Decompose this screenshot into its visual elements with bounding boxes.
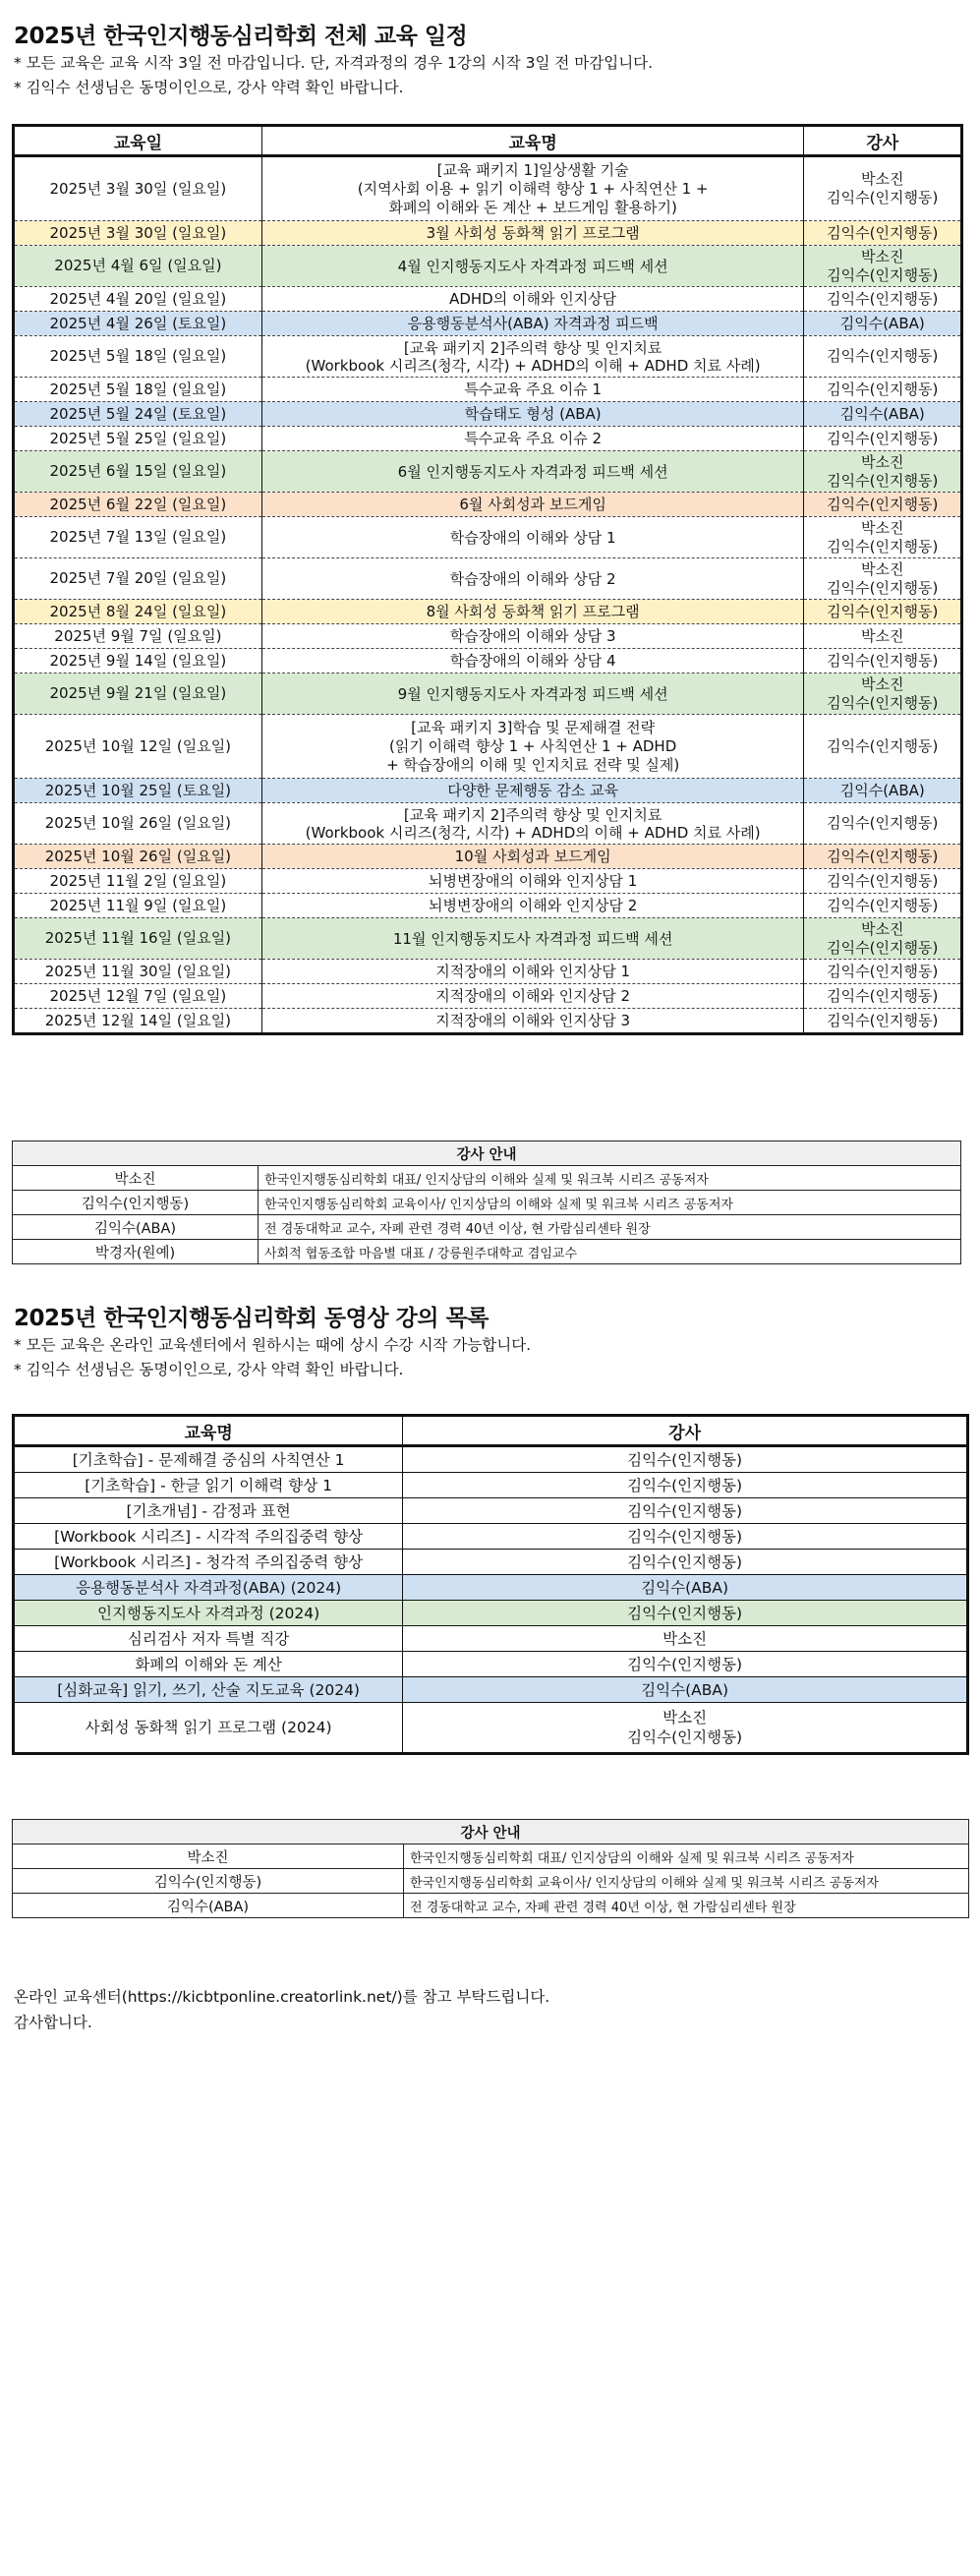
video-row [14, 1626, 968, 1652]
schedule-instructor [804, 156, 962, 221]
schedule-instructor: 김익수(인지행동) [804, 493, 962, 517]
schedule-course-line: (Workbook 시리즈(청각, 시각) + ADHD의 이해 + ADHD 치료 사례) [305, 823, 761, 842]
header-title: 교육명 [261, 126, 804, 156]
schedule-row [14, 378, 962, 402]
schedule-date: 2025년 11월 9일 (일요일) [14, 894, 262, 918]
schedule-instructor: 김익수(인지행동) [804, 336, 962, 378]
schedule-instructor: 김익수(인지행동) [804, 715, 962, 779]
schedule-instructor [804, 517, 962, 558]
instructor-name: 김익수(ABA) [13, 1894, 404, 1918]
video-row [14, 1446, 968, 1473]
schedule-instructor: 김익수(인지행동) [804, 894, 962, 918]
instructor-info-table [12, 1141, 961, 1264]
schedule-instructor: 김익수(인지행동) [804, 221, 962, 246]
schedule-instructor-line: 박소진 [861, 518, 904, 537]
instructor-name: 김익수(인지행동) [13, 1869, 404, 1894]
schedule-instructor [804, 451, 962, 493]
schedule-course: 학습장애의 이해와 상담 2 [261, 558, 804, 600]
schedule-header-row [14, 126, 962, 156]
schedule-date: 2025년 5월 24일 (토요일) [14, 402, 262, 427]
schedule-course: 학습태도 형성 (ABA) [261, 402, 804, 427]
schedule-row [14, 287, 962, 312]
schedule-date: 2025년 10월 25일 (토요일) [14, 779, 262, 803]
video-note: * 모든 교육은 온라인 교육센터에서 원하시는 때에 상시 수강 시작 가능합니다. [14, 1336, 532, 1354]
schedule-course: ADHD의 이해와 인지상담 [261, 287, 804, 312]
schedule-instructor-line: 김익수(인지행동) [827, 189, 939, 206]
schedule-date: 2025년 5월 25일 (일요일) [14, 427, 262, 451]
video-instructor: 김익수(인지행동) [403, 1498, 968, 1524]
schedule-row [14, 402, 962, 427]
schedule-course-line: (지역사회 이용 + 읽기 이해력 향상 1 + 사칙연산 1 + [357, 179, 709, 198]
schedule-notes [14, 51, 653, 100]
schedule-row [14, 715, 962, 779]
schedule-instructor-line: 김익수(인지행동) [827, 471, 939, 490]
schedule-course: 6월 인지행동지도사 자격과정 피드백 세션 [261, 451, 804, 493]
video-table [12, 1414, 969, 1755]
instructor-name: 박소진 [13, 1844, 404, 1869]
schedule-date: 2025년 10월 26일 (일요일) [14, 803, 262, 845]
schedule-date: 2025년 6월 22일 (일요일) [14, 493, 262, 517]
schedule-date: 2025년 8월 24일 (일요일) [14, 600, 262, 624]
schedule-course: 11월 인지행동지도사 자격과정 피드백 세션 [261, 918, 804, 960]
footer [14, 1984, 549, 2035]
instructor-row [13, 1240, 961, 1264]
video-course: [Workbook 시리즈] - 청각적 주의집중력 향상 [14, 1550, 403, 1575]
schedule-course: 지적장애의 이해와 인지상담 2 [261, 984, 804, 1009]
schedule-course: 특수교육 주요 이슈 1 [261, 378, 804, 402]
schedule-course [261, 803, 804, 845]
header-course: 교육명 [14, 1416, 403, 1446]
video-instructor-line: 김익수(인지행동) [627, 1728, 743, 1746]
schedule-instructor-line: 김익수(인지행동) [827, 693, 939, 712]
schedule-course-line: + 학습장애의 이해 및 인지치료 전략 및 실제) [386, 755, 680, 774]
schedule-instructor [804, 673, 962, 715]
schedule-instructor-line: 박소진 [861, 452, 904, 471]
schedule-row [14, 312, 962, 336]
header-instructor: 강사 [804, 126, 962, 156]
schedule-course: 다양한 문제행동 감소 교육 [261, 779, 804, 803]
schedule-row [14, 803, 962, 845]
schedule-course: 지적장애의 이해와 인지상담 1 [261, 960, 804, 984]
instructor-description: 전 경동대학교 교수, 자폐 관련 경력 40년 이상, 현 가람심리센타 원장 [404, 1894, 969, 1918]
schedule-instructor-line: 박소진 [861, 247, 904, 265]
video-course: [Workbook 시리즈] - 시각적 주의집중력 향상 [14, 1524, 403, 1550]
schedule-row [14, 673, 962, 715]
schedule-instructor [804, 558, 962, 600]
instructor-description: 사회적 협동조합 마음별 대표 / 강릉원주대학교 겸임교수 [259, 1240, 961, 1264]
schedule-course: 뇌병변장애의 이해와 인지상담 2 [261, 894, 804, 918]
instructor-description: 한국인지행동심리학회 교육이사/ 인지상담의 이해와 실제 및 워크북 시리즈 공동저자 [259, 1191, 961, 1215]
video-course: 인지행동지도사 자격과정 (2024) [14, 1601, 403, 1626]
video-instructor [403, 1703, 968, 1754]
schedule-instructor-line: 박소진 [861, 559, 904, 578]
schedule-course: 9월 인지행동지도사 자격과정 피드백 세션 [261, 673, 804, 715]
schedule-instructor: 김익수(인지행동) [804, 803, 962, 845]
schedule-instructor: 김익수(ABA) [804, 779, 962, 803]
instructor-name: 김익수(ABA) [13, 1215, 259, 1240]
video-row [14, 1524, 968, 1550]
video-course: 심리검사 저자 특별 직강 [14, 1626, 403, 1652]
video-course: 사회성 동화책 읽기 프로그램 (2024) [14, 1703, 403, 1754]
schedule-date: 2025년 9월 21일 (일요일) [14, 673, 262, 715]
schedule-date: 2025년 9월 7일 (일요일) [14, 624, 262, 649]
schedule-instructor: 김익수(인지행동) [804, 287, 962, 312]
schedule-date: 2025년 7월 20일 (일요일) [14, 558, 262, 600]
schedule-date: 2025년 3월 30일 (일요일) [14, 221, 262, 246]
schedule-instructor: 김익수(인지행동) [804, 378, 962, 402]
schedule-date: 2025년 10월 26일 (일요일) [14, 845, 262, 869]
schedule-instructor: 김익수(인지행동) [804, 427, 962, 451]
schedule-instructor-line: 박소진 [861, 170, 904, 188]
schedule-row [14, 558, 962, 600]
schedule-row [14, 624, 962, 649]
schedule-note: * 모든 교육은 교육 시작 3일 전 마감입니다. 단, 자격과정의 경우 1강의 시작 3일 전 마감입니다. [14, 54, 654, 72]
schedule-date: 2025년 11월 16일 (일요일) [14, 918, 262, 960]
schedule-course: 10월 사회성과 보드게임 [261, 845, 804, 869]
schedule-row [14, 600, 962, 624]
instructor-row [13, 1166, 961, 1191]
schedule-row [14, 1009, 962, 1034]
schedule-date: 2025년 6월 15일 (일요일) [14, 451, 262, 493]
schedule-course-line: 화폐의 이해와 돈 계산 + 보드게임 활용하기) [388, 198, 677, 216]
schedule-instructor: 김익수(인지행동) [804, 1009, 962, 1034]
video-instructor: 김익수(인지행동) [403, 1446, 968, 1473]
video-course: 응용행동분석사 자격과정(ABA) (2024) [14, 1575, 403, 1601]
schedule-instructor: 김익수(ABA) [804, 312, 962, 336]
schedule-date: 2025년 11월 2일 (일요일) [14, 869, 262, 894]
schedule-row [14, 918, 962, 960]
instructor-name: 박경자(원예) [13, 1240, 259, 1264]
video-instructor: 김익수(인지행동) [403, 1524, 968, 1550]
video-row [14, 1498, 968, 1524]
schedule-row [14, 427, 962, 451]
schedule-date: 2025년 4월 6일 (일요일) [14, 246, 262, 287]
schedule-instructor: 김익수(인지행동) [804, 869, 962, 894]
schedule-course: 응용행동분석사(ABA) 자격과정 피드백 [261, 312, 804, 336]
schedule-course: 4월 인지행동지도사 자격과정 피드백 세션 [261, 246, 804, 287]
video-header-row [14, 1416, 968, 1446]
schedule-instructor [804, 246, 962, 287]
video-note: * 김익수 선생님은 동명이인으로, 강사 약력 확인 바랍니다. [14, 1361, 404, 1378]
schedule-row [14, 960, 962, 984]
instructor-row [13, 1894, 969, 1918]
schedule-row [14, 984, 962, 1009]
header-instructor: 강사 [403, 1416, 968, 1446]
video-row [14, 1575, 968, 1601]
schedule-course [261, 336, 804, 378]
video-course: [기초개념] - 감정과 표현 [14, 1498, 403, 1524]
schedule-date: 2025년 4월 26일 (토요일) [14, 312, 262, 336]
schedule-row [14, 517, 962, 558]
schedule-date: 2025년 5월 18일 (일요일) [14, 378, 262, 402]
schedule-date: 2025년 12월 7일 (일요일) [14, 984, 262, 1009]
video-course: [심화교육] 읽기, 쓰기, 산술 지도교육 (2024) [14, 1677, 403, 1703]
video-row [14, 1601, 968, 1626]
instructor-name: 박소진 [13, 1166, 259, 1191]
schedule-course: 학습장애의 이해와 상담 1 [261, 517, 804, 558]
header-date: 교육일 [14, 126, 262, 156]
instructor-description: 전 경동대학교 교수, 자폐 관련 경력 40년 이상, 현 가람심리센타 원장 [259, 1215, 961, 1240]
video-row [14, 1473, 968, 1498]
schedule-date: 2025년 4월 20일 (일요일) [14, 287, 262, 312]
schedule-title: 2025년 한국인지행동심리학회 전체 교육 일정 [14, 24, 468, 49]
schedule-row [14, 156, 962, 221]
footer-link-text: 온라인 교육센터(https://kicbtponline.creatorlink.net/)를 참고 부탁드립니다. [14, 1988, 550, 2006]
schedule-row [14, 451, 962, 493]
instructor-row [13, 1191, 961, 1215]
schedule-instructor: 김익수(인지행동) [804, 600, 962, 624]
schedule-course: 3월 사회성 동화책 읽기 프로그램 [261, 221, 804, 246]
video-instructor: 김익수(인지행동) [403, 1601, 968, 1626]
video-course: [기초학습] - 한글 읽기 이해력 향상 1 [14, 1473, 403, 1498]
schedule-body [14, 156, 962, 1034]
schedule-course: 8월 사회성 동화책 읽기 프로그램 [261, 600, 804, 624]
schedule-row [14, 649, 962, 673]
schedule-instructor: 박소진 [804, 624, 962, 649]
schedule-date: 2025년 11월 30일 (일요일) [14, 960, 262, 984]
video-row [14, 1703, 968, 1754]
schedule-instructor [804, 918, 962, 960]
instructor-description: 한국인지행동심리학회 대표/ 인지상담의 이해와 실제 및 워크북 시리즈 공동저자 [404, 1844, 969, 1869]
video-notes [14, 1333, 531, 1382]
video-instructor: 김익수(인지행동) [403, 1473, 968, 1498]
schedule-course: 뇌병변장애의 이해와 인지상담 1 [261, 869, 804, 894]
instructor-description: 한국인지행동심리학회 교육이사/ 인지상담의 이해와 실제 및 워크북 시리즈 공동저자 [404, 1869, 969, 1894]
schedule-instructor: 김익수(ABA) [804, 402, 962, 427]
video-row [14, 1550, 968, 1575]
schedule-instructor: 김익수(인지행동) [804, 984, 962, 1009]
video-title: 2025년 한국인지행동심리학회 동영상 강의 목록 [14, 1306, 489, 1331]
instructor-description: 한국인지행동심리학회 대표/ 인지상담의 이해와 실제 및 워크북 시리즈 공동저자 [259, 1166, 961, 1191]
video-instructor: 김익수(인지행동) [403, 1652, 968, 1677]
instructor-row [13, 1844, 969, 1869]
video-instructor: 김익수(인지행동) [403, 1550, 968, 1575]
schedule-course-line: (읽기 이해력 향상 1 + 사칙연산 1 + ADHD [389, 736, 677, 755]
schedule-course-line: [교육 패키지 2]주의력 향상 및 인지치료 [403, 805, 663, 824]
video-instructor-line: 박소진 [663, 1709, 708, 1727]
video-row [14, 1652, 968, 1677]
schedule-instructor: 김익수(인지행동) [804, 960, 962, 984]
schedule-instructor: 김익수(인지행동) [804, 649, 962, 673]
schedule-date: 2025년 5월 18일 (일요일) [14, 336, 262, 378]
instructor-name: 김익수(인지행동) [13, 1191, 259, 1215]
schedule-instructor-line: 박소진 [861, 919, 904, 938]
schedule-course-line: [교육 패키지 1]일상생활 기술 [436, 160, 629, 179]
schedule-course-line: (Workbook 시리즈(청각, 시각) + ADHD의 이해 + ADHD 치료 사례) [305, 356, 761, 375]
schedule-date: 2025년 9월 14일 (일요일) [14, 649, 262, 673]
schedule-course [261, 156, 804, 221]
footer-thanks: 감사합니다. [14, 2014, 92, 2031]
schedule-instructor-line: 김익수(인지행동) [827, 938, 939, 957]
schedule-instructor-line: 김익수(인지행동) [827, 265, 939, 284]
video-instructor: 박소진 [403, 1626, 968, 1652]
schedule-row [14, 221, 962, 246]
schedule-row [14, 845, 962, 869]
schedule-course: 학습장애의 이해와 상담 4 [261, 649, 804, 673]
schedule-instructor-line: 김익수(인지행동) [827, 537, 939, 556]
video-instructor: 김익수(ABA) [403, 1677, 968, 1703]
instructor-row [13, 1869, 969, 1894]
schedule-date: 2025년 3월 30일 (일요일) [14, 156, 262, 221]
instructor-row [13, 1215, 961, 1240]
schedule-course: 6월 사회성과 보드게임 [261, 493, 804, 517]
schedule-table [12, 124, 963, 1035]
schedule-row [14, 493, 962, 517]
schedule-course: 특수교육 주요 이슈 2 [261, 427, 804, 451]
schedule-instructor-line: 김익수(인지행동) [827, 578, 939, 597]
instructor-info-table [12, 1819, 969, 1918]
schedule-row [14, 246, 962, 287]
schedule-row [14, 779, 962, 803]
schedule-course: 지적장애의 이해와 인지상담 3 [261, 1009, 804, 1034]
schedule-row [14, 336, 962, 378]
schedule-date: 2025년 10월 12일 (일요일) [14, 715, 262, 779]
schedule-course: 학습장애의 이해와 상담 3 [261, 624, 804, 649]
instructor-info-title: 강사 안내 [13, 1820, 969, 1844]
schedule-course-line: [교육 패키지 3]학습 및 문제해결 전략 [411, 718, 656, 736]
schedule-course-line: [교육 패키지 2]주의력 향상 및 인지치료 [403, 338, 663, 357]
video-row [14, 1677, 968, 1703]
schedule-instructor: 김익수(인지행동) [804, 845, 962, 869]
schedule-note: * 김익수 선생님은 동명이인으로, 강사 약력 확인 바랍니다. [14, 79, 404, 96]
schedule-instructor-line: 박소진 [861, 674, 904, 693]
video-course: 화폐의 이해와 돈 계산 [14, 1652, 403, 1677]
instructor-info-title: 강사 안내 [13, 1142, 961, 1166]
schedule-course [261, 715, 804, 779]
video-instructor: 김익수(ABA) [403, 1575, 968, 1601]
video-course: [기초학습] - 문제해결 중심의 사칙연산 1 [14, 1446, 403, 1473]
schedule-row [14, 869, 962, 894]
schedule-date: 2025년 12월 14일 (일요일) [14, 1009, 262, 1034]
schedule-row [14, 894, 962, 918]
schedule-date: 2025년 7월 13일 (일요일) [14, 517, 262, 558]
